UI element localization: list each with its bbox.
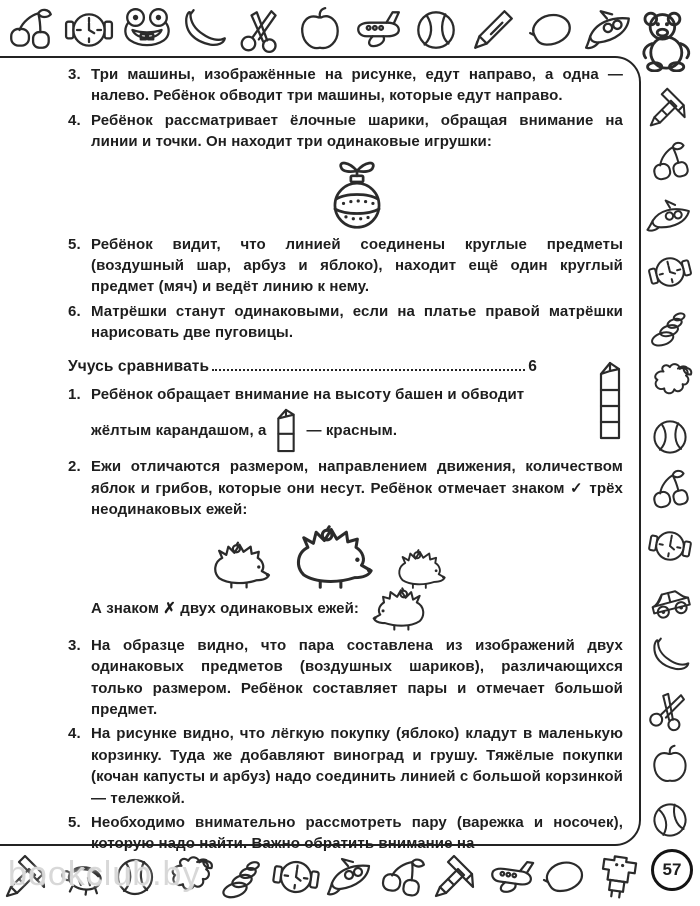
crayons-icon: [433, 853, 481, 901]
item-number: 1.: [68, 386, 81, 404]
item-number: 5.: [68, 813, 81, 831]
cherries-icon: [648, 141, 692, 185]
item-text: На рисунке видно, что лёгкую покупку (яблоко) кладут в маленькую корзинку. Туда же добавляют виноград и грушу. Тяжёлые покупки (кочан капусты и арбуз) надо соединить линией с большой корзинкой — тележкой.: [91, 725, 623, 807]
page-number-badge: [651, 849, 693, 891]
answer-key-panel: [0, 56, 641, 853]
cherries-icon: [648, 469, 692, 513]
item-text: Три машины, изображённые на рисунке, едут направо, а одна — налево. Ребёнок обводит три машины, которые едут направо.: [91, 66, 623, 105]
item-number: 5.: [68, 235, 81, 253]
item-number: 3.: [68, 66, 81, 83]
short-tower-image: [273, 407, 299, 453]
rocket-icon: [584, 5, 634, 55]
item-text: Матрёшки станут одинаковыми, если на платье правой матрёшки нарисовать две пуговицы.: [91, 302, 623, 342]
list-item: [68, 301, 623, 344]
grapes-icon: [648, 360, 692, 404]
beach-ball-icon: [648, 415, 692, 459]
crayons-icon: [648, 86, 692, 130]
list-item: [68, 234, 623, 298]
ornament-figure: [91, 155, 623, 231]
page-number: 57: [662, 860, 682, 879]
apple-icon: [648, 743, 692, 787]
pencil-icon: [468, 5, 518, 55]
top-icon-border: [6, 4, 634, 56]
hedgehog-image: [394, 548, 449, 590]
item-number: 4.: [68, 111, 81, 129]
banana-icon: [648, 634, 692, 678]
item-text-with-image: [91, 407, 623, 453]
item-text: жёлтым карандашом, а: [91, 421, 267, 439]
hedgehog-image: [209, 540, 274, 590]
robot-icon: [594, 853, 642, 901]
item-text: А знаком ✗ двух одинаковых ежей:: [91, 599, 359, 617]
wrist-watch-icon: [648, 524, 692, 568]
item-number: 2.: [68, 458, 81, 476]
item-note: [91, 586, 623, 632]
item-text: Ежи отличаются размером, направлением движения, количеством яблок и грибов, которые они несут. Ребёнок отмечает знаком ✓ трёх неодинаковых ежей:: [91, 458, 623, 519]
list-item: [68, 64, 623, 107]
teddy-bear-icon: [634, 6, 696, 76]
section-page-ref: 6: [528, 357, 537, 375]
hedgehogs-figure: [209, 524, 623, 590]
cherries-icon: [6, 5, 56, 55]
pinecone-icon: [219, 853, 267, 901]
lemon-icon: [540, 853, 588, 901]
beach-ball-icon: [411, 5, 461, 55]
item-text: Ребёнок рассматривает ёлочные шарики, обращая внимание на линии и точки. Он находит три одинаковые игрушки:: [91, 111, 623, 151]
dot-leader: [212, 369, 525, 371]
section-title: Учусь сравнивать: [68, 357, 210, 375]
item-text: Необходимо внимательно рассмотреть пару (варежка и носочек), которую надо найти. Важно обратить внимание на: [91, 813, 623, 853]
pinecone-icon: [648, 305, 692, 349]
beach-ball-icon: [648, 798, 692, 842]
hedgehog-image: [369, 586, 429, 632]
hedgehog-image: [290, 524, 378, 590]
list-item: [68, 635, 623, 721]
list-item: [68, 812, 623, 855]
item-number: 3.: [68, 636, 81, 654]
scissors-icon: [237, 5, 287, 55]
cherries-icon: [379, 853, 427, 901]
christmas-ornament-image: [330, 155, 384, 231]
frog-icon: [122, 5, 172, 55]
watermark: bookclub.by: [8, 855, 201, 893]
list-item: [68, 110, 623, 231]
list-item: [68, 384, 623, 453]
wrist-watch-icon: [272, 853, 320, 901]
car-icon: [648, 579, 692, 623]
item-text: Ребёнок видит, что линией соединены круглые предметы (воздушный шар, арбуз и яблоко), находит ещё один круглый предмет (мяч) и ведёт линию к нему.: [91, 235, 623, 296]
rocket-icon: [326, 853, 374, 901]
list-item: [68, 456, 623, 631]
item-text: Ребёнок обращает внимание на высоту башен и обводит: [91, 386, 525, 404]
rocket-icon: [648, 196, 692, 240]
apple-icon: [295, 5, 345, 55]
wrist-watch-icon: [648, 250, 692, 294]
banana-icon: [179, 5, 229, 55]
item-text: — красным.: [306, 421, 398, 439]
lemon-icon: [526, 5, 576, 55]
airplane-icon: [487, 853, 535, 901]
item-number: 6.: [68, 302, 81, 320]
item-text: На образце видно, что пара составлена из изображений двух одинаковых предметов (воздушных шариков), различающихся только размером. Ребёнок составляет пары и отмечает большой предмет.: [91, 636, 623, 718]
scissors-icon: [648, 688, 692, 732]
list-item: [68, 723, 623, 809]
right-icon-border: [643, 86, 697, 842]
airplane-icon: [353, 5, 403, 55]
item-number: 4.: [68, 725, 81, 743]
section-heading: [68, 356, 537, 377]
wrist-watch-icon: [64, 5, 114, 55]
